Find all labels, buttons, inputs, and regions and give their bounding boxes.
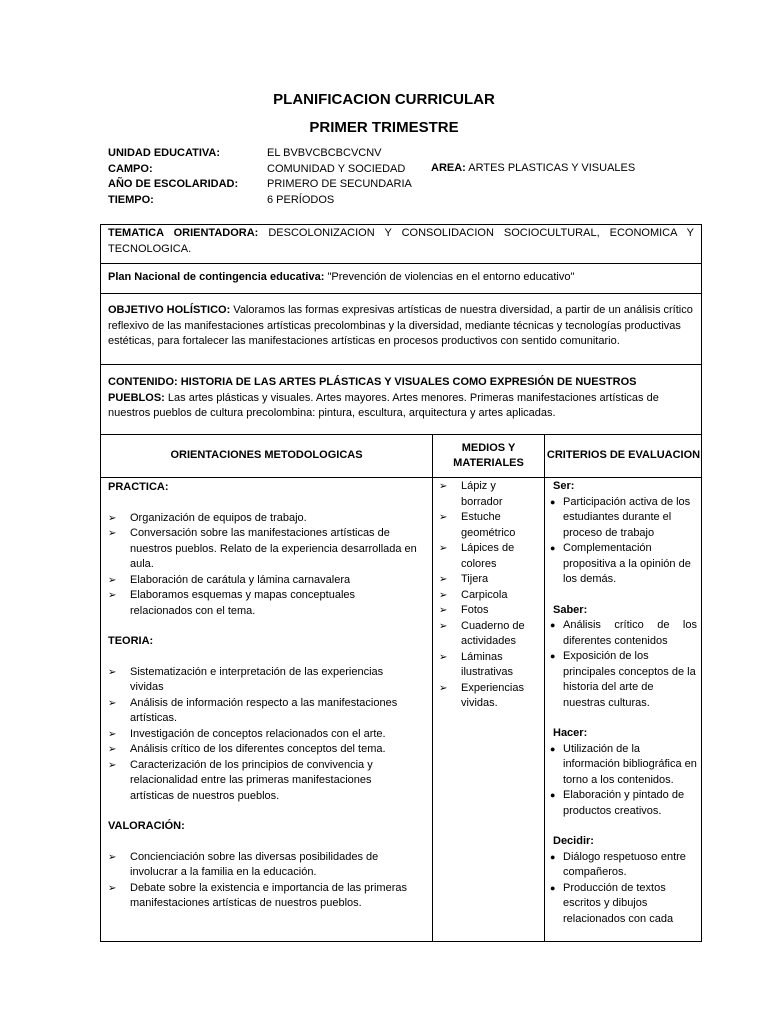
objetivo-text: Valoramos las formas expresivas artísticas de nuestra diversidad, a partir de un análisis crítico reflexivo de las manifestaciones artísticas precolombinas y la diversidad, mediante técnicas y tecnologías productivas estéticas, para fortalecer las manifestaciones artísticas en procesos productivos con sentido comunitario. xyxy=(108,304,693,347)
header-criterios: CRITERIOS DE EVALUACION xyxy=(546,449,701,462)
unidad-value: EL BVBVCBCBCVCNV xyxy=(267,147,382,159)
valoracion-label: VALORACIÓN: xyxy=(108,820,185,832)
list-item: ➢ Caracterización de los principios de convivencia y relacionalidad entre las primeras manifestaciones artísticas de nuestros pueblos. xyxy=(108,758,373,802)
tiempo-value: 6 PERÍODOS xyxy=(267,193,335,206)
list-item: ➢ Elaboramos esquemas y mapas conceptuales relacionados con el tema. xyxy=(108,589,356,617)
bullet-icon: ● xyxy=(550,882,556,893)
bullet-icon: ● xyxy=(550,851,556,862)
arrow-bullet-icon: ➢ xyxy=(108,590,117,601)
arrow-bullet-icon: ➢ xyxy=(439,574,448,585)
bullet-icon: ● xyxy=(550,790,556,800)
list-item: ➢ Investigación de conceptos relacionados con el arte. xyxy=(108,727,418,743)
arrow-bullet-icon: ➢ xyxy=(439,543,448,554)
arrow-bullet-icon: ➢ xyxy=(439,620,448,632)
bullet-icon: ● xyxy=(550,543,556,553)
orientaciones-column xyxy=(108,480,418,912)
list-item: ➢ Carpicola xyxy=(439,588,539,604)
tiempo-label: TIEMPO: xyxy=(108,193,154,206)
arrow-bullet-icon: ➢ xyxy=(108,851,117,863)
list-item: ● Producción de textos escritos y dibujos relacionados con cada xyxy=(550,881,674,925)
arrow-bullet-icon: ➢ xyxy=(439,651,448,663)
arrow-bullet-icon: ➢ xyxy=(108,528,117,539)
list-item: ➢ Fotos xyxy=(439,603,539,619)
decidir-list xyxy=(549,850,697,928)
page-title: PLANIFICACION CURRICULAR xyxy=(273,91,495,108)
practica-label: PRACTICA: xyxy=(108,481,169,493)
area-value: ARTES PLASTICAS Y VISUALES xyxy=(468,162,636,174)
arrow-bullet-icon: ➢ xyxy=(108,697,117,709)
teoria-label: TEORIA: xyxy=(108,635,154,647)
arrow-bullet-icon: ➢ xyxy=(439,512,448,523)
header-orientaciones: ORIENTACIONES METODOLOGICAS xyxy=(170,449,363,462)
campo-label: CAMPO: xyxy=(108,162,153,175)
arrow-bullet-icon: ➢ xyxy=(108,882,117,894)
arrow-bullet-icon: ➢ xyxy=(108,744,117,755)
list-item: ● Análisis crítico de los diferentes contenidos xyxy=(550,619,697,647)
bullet-icon: ● xyxy=(550,496,556,507)
saber-list xyxy=(549,618,697,711)
list-item: ➢ Elaboración de carátula y lámina carnavalera xyxy=(108,573,418,589)
tematica-text: DESCOLONIZACION Y CONSOLIDACION SOCIOCULTURAL, ECONOMICA Y TECNOLOGICA. xyxy=(108,227,694,255)
page-subtitle: PRIMER TRIMESTRE xyxy=(309,119,459,136)
header-labels xyxy=(108,146,258,208)
header-medios: MEDIOS Y MATERIALES xyxy=(453,441,524,469)
practica-list xyxy=(108,511,418,620)
arrow-bullet-icon: ➢ xyxy=(108,728,117,740)
medios-list xyxy=(439,479,539,712)
valoracion-list xyxy=(108,850,418,912)
list-item: ➢ Cuaderno de actividades xyxy=(439,619,525,647)
decidir-label: Decidir: xyxy=(553,835,594,847)
anio-label: AÑO DE ESCOLARIDAD: xyxy=(108,178,239,190)
list-item: ➢ Análisis de información respecto a las manifestaciones artísticas. xyxy=(108,696,398,724)
column-divider xyxy=(432,435,433,941)
list-item: ➢ Estuche geométrico xyxy=(439,511,516,539)
bullet-icon: ● xyxy=(550,743,556,754)
list-item: ➢ Experiencias vividas. xyxy=(439,681,524,709)
list-item: ➢ Organización de equipos de trabajo. xyxy=(108,511,418,527)
arrow-bullet-icon: ➢ xyxy=(108,759,117,771)
teoria-list xyxy=(108,665,418,805)
contenido-box xyxy=(100,364,702,435)
plan-box xyxy=(100,263,702,294)
anio-value: PRIMERO DE SECUNDARIA xyxy=(267,178,412,190)
hacer-list xyxy=(549,742,697,820)
unidad-label: UNIDAD EDUCATIVA: xyxy=(108,147,221,159)
arrow-bullet-icon: ➢ xyxy=(108,512,117,524)
medios-column xyxy=(439,479,539,712)
arrow-bullet-icon: ➢ xyxy=(439,682,448,694)
bullet-icon: ● xyxy=(550,620,556,630)
arrow-bullet-icon: ➢ xyxy=(439,605,448,616)
area-label: AREA: xyxy=(431,162,466,174)
planning-table xyxy=(100,434,702,942)
plan-text: "Prevención de violencias en el entorno educativo" xyxy=(327,271,575,283)
arrow-bullet-icon: ➢ xyxy=(108,574,117,586)
ser-list xyxy=(549,495,697,588)
plan-label: Plan Nacional de contingencia educativa: xyxy=(108,271,325,283)
list-item: ● Elaboración y pintado de productos creativos. xyxy=(550,789,685,817)
list-item: ➢ Análisis crítico de los diferentes conceptos del tema. xyxy=(108,742,418,758)
contenido-label: CONTENIDO: HISTORIA DE LAS ARTES PLÁSTICAS Y VISUALES COMO EXPRESIÓN DE NUESTROS PUEBLOS: xyxy=(108,376,637,404)
campo-value: COMUNIDAD Y SOCIEDAD xyxy=(267,162,406,175)
list-item: ➢ Tijera xyxy=(439,572,539,588)
list-item: ● Participación activa de los estudiantes durante el proceso de trabajo xyxy=(550,495,691,539)
column-divider xyxy=(544,435,545,941)
list-item: ➢ Debate sobre la existencia e importancia de las primeras manifestaciones artísticas de nuestros pueblos. xyxy=(108,881,407,909)
criterios-column xyxy=(549,479,697,927)
list-item: ➢ Lápices de colores xyxy=(439,542,515,570)
list-item: ➢ Concienciación sobre las diversas posibilidades de involucrar a la familia en la educación. xyxy=(108,850,379,878)
list-item: ➢ Lápiz y borrador xyxy=(439,480,503,508)
objetivo-box xyxy=(100,293,702,365)
ser-label: Ser: xyxy=(553,480,575,492)
arrow-bullet-icon: ➢ xyxy=(439,481,448,492)
list-item: ● Exposición de los principales conceptos de la historia del arte de nuestras culturas. xyxy=(550,650,696,709)
list-item: ➢ Láminas ilustrativas xyxy=(439,650,513,678)
header-values xyxy=(267,146,437,208)
list-item: ● Utilización de la información bibliográfica en torno a los contenidos. xyxy=(550,742,697,786)
tematica-box xyxy=(100,224,702,264)
contenido-text: Las artes plásticas y visuales. Artes mayores. Artes menores. Primeras manifestaciones artísticas de nuestros pueblos de cultura precolombina: pintura, escultura, arquitectura y artes aplicadas. xyxy=(108,391,659,419)
hacer-label: Hacer: xyxy=(553,727,588,739)
header-divider xyxy=(101,477,701,478)
header-area xyxy=(431,161,731,177)
arrow-bullet-icon: ➢ xyxy=(108,666,117,678)
saber-label: Saber: xyxy=(553,603,588,616)
list-item: ➢ Conversación sobre las manifestaciones artísticas de nuestros pueblos. Relato de la experiencia desarrollada en aula. xyxy=(108,527,417,570)
list-item: ● Complementación propositiva a la opinión de los demás. xyxy=(550,542,691,585)
list-item: ➢ Sistematización e interpretación de las experiencias vividas xyxy=(108,665,384,693)
objetivo-label: OBJETIVO HOLÍSTICO: xyxy=(108,304,231,316)
bullet-icon: ● xyxy=(550,651,556,661)
list-item: ● Diálogo respetuoso entre compañeros. xyxy=(550,850,686,878)
tematica-label: TEMATICA ORIENTADORA: xyxy=(108,227,259,239)
arrow-bullet-icon: ➢ xyxy=(439,589,448,601)
